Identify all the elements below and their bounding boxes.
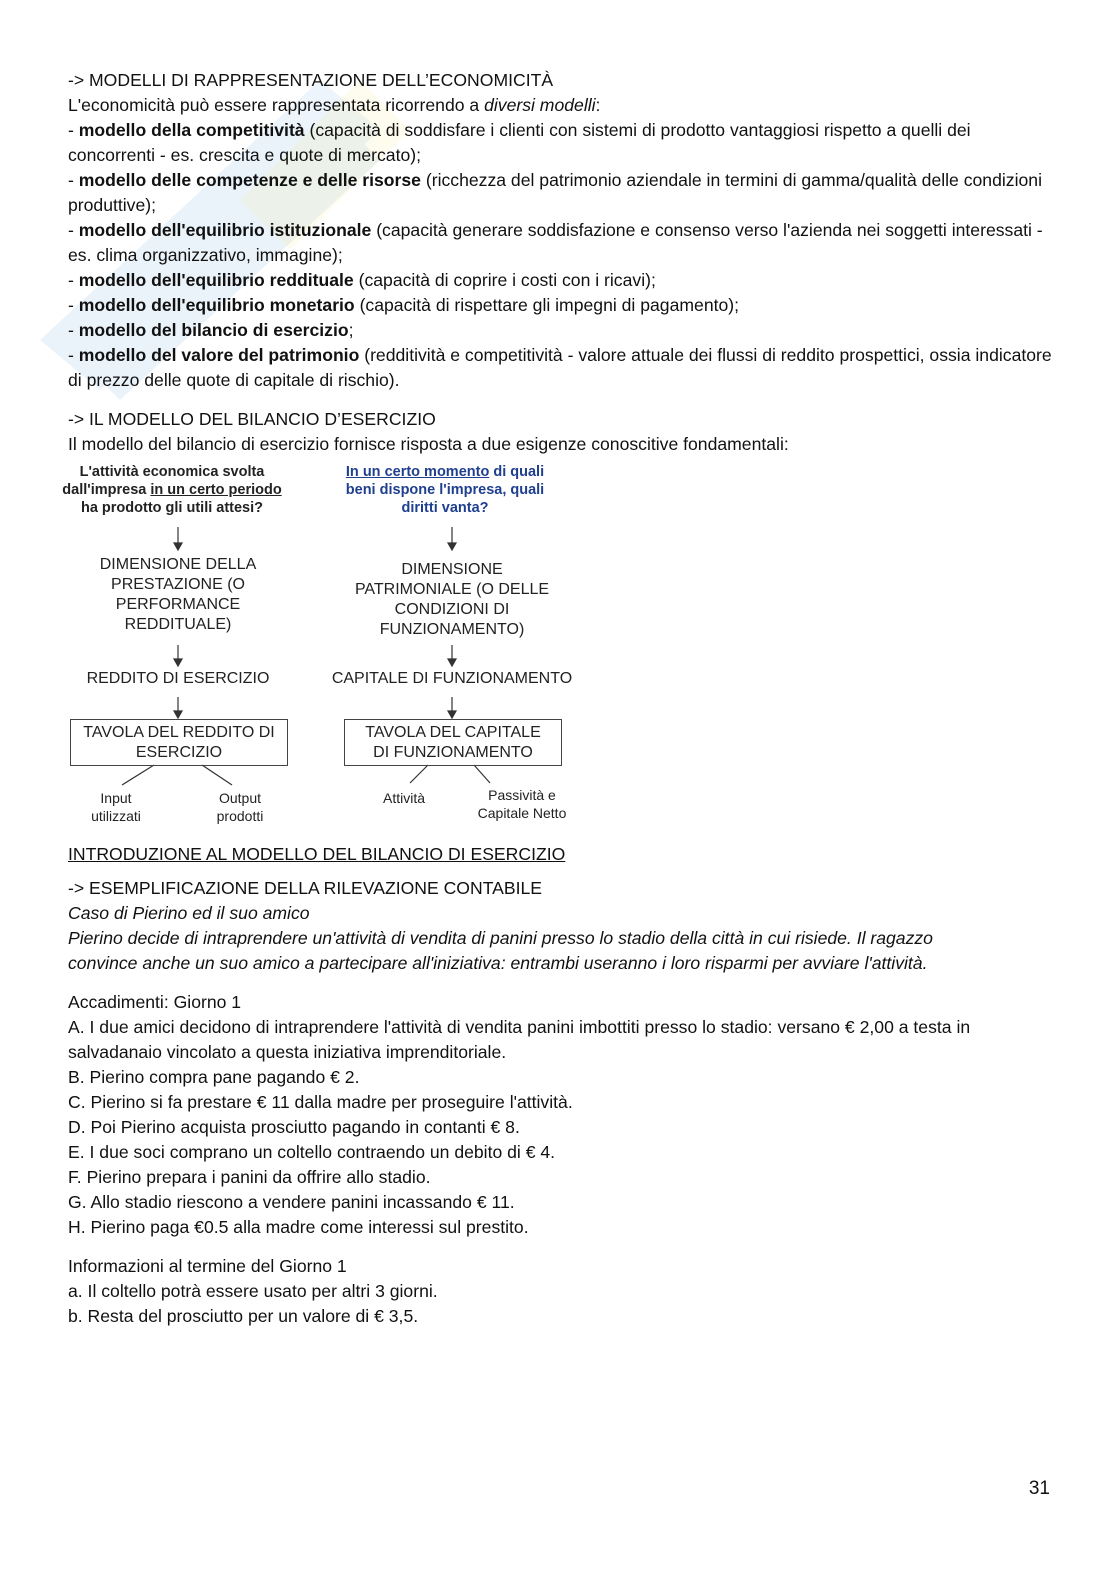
right-question: In un certo momento di quali beni dispone l'impresa, quali diritti vanta? xyxy=(345,464,545,516)
branch-passivita: Passività e Capitale Netto xyxy=(477,787,567,821)
model-item-istituzionale: - modello dell'equilibrio istituzionale (capacità generare soddisfazione e consenso verso l'azienda nei soggetti interessati - es. clima organizzativo, immagine); xyxy=(68,220,1043,265)
branch-output: Output prodotti xyxy=(216,790,264,824)
branch-attivita: Attività xyxy=(382,790,425,806)
event-g: G. Allo stadio riescono a vendere panini incassando € 11. xyxy=(68,1192,515,1212)
model-item-reddituale: - modello dell'equilibrio reddituale (capacità di coprire i costi con i ricavi); xyxy=(68,270,656,290)
right-dimension: DIMENSIONE PATRIMONIALE (O DELLE CONDIZIONI DI FUNZIONAMENTO) xyxy=(354,561,550,638)
bilancio-diagram xyxy=(62,463,662,833)
model-item-monetario: - modello dell'equilibrio monetario (capacità di rispettare gli impegni di pagamento); xyxy=(68,295,740,315)
events-title: Accadimenti: Giorno 1 xyxy=(68,992,242,1012)
model-item-bilancio: - modello del bilancio di esercizio; xyxy=(68,320,354,340)
right-result: CAPITALE DI FUNZIONAMENTO xyxy=(331,670,573,687)
left-result: REDDITO DI ESERCIZIO xyxy=(86,670,270,687)
event-h: H. Pierino paga €0.5 alla madre come interessi sul prestito. xyxy=(68,1217,529,1237)
event-f: F. Pierino prepara i panini da offrire allo stadio. xyxy=(68,1167,431,1187)
info-a: a. Il coltello potrà essere usato per altri 3 giorni. xyxy=(68,1281,438,1301)
event-b: B. Pierino compra pane pagando € 2. xyxy=(68,1067,360,1087)
page-number: 31 xyxy=(1028,1478,1050,1499)
case-text-line-1: Pierino decide di intraprendere un'attività di vendita di panini presso lo stadio della città in cui risiede. Il ragazzo xyxy=(68,928,933,948)
left-dimension: DIMENSIONE DELLA PRESTAZIONE (O PERFORMANCE REDDITUALE) xyxy=(99,556,257,633)
diagram-arrows xyxy=(62,463,662,833)
model-item-competitivita: - modello della competitività (capacità di soddisfare i clienti con sistemi di prodotto vantaggiosi rispetto a quelli dei concorrenti - es. crescita e quote di mercato); xyxy=(68,120,971,165)
models-intro: L'economicità può essere rappresentata ricorrendo a diversi modelli: xyxy=(68,95,601,115)
model-item-valore: - modello del valore del patrimonio (redditività e competitività - valore attuale dei flussi di reddito prospettici, ossia indicatore di prezzo delle quote di capitale di rischio). xyxy=(68,345,1052,390)
case-text-line-2: convince anche un suo amico a partecipare all'iniziativa: entrambi useranno i loro risparmi per avviare l'attività. xyxy=(68,953,928,973)
event-c: C. Pierino si fa prestare € 11 dalla madre per proseguire l'attività. xyxy=(68,1092,573,1112)
event-a: A. I due amici decidono di intraprendere l'attività di vendita panini imbottiti presso lo stadio: versano € 2,00 a testa in salvadanaio vincolato a questa iniziativa imprenditoriale. xyxy=(68,1017,971,1062)
section-title-introduzione: INTRODUZIONE AL MODELLO DEL BILANCIO DI ESERCIZIO xyxy=(68,844,566,864)
case-title: Caso di Pierino ed il suo amico xyxy=(68,903,310,923)
section-heading-bilancio: -> IL MODELLO DEL BILANCIO D’ESERCIZIO xyxy=(68,409,436,429)
right-table-box: TAVOLA DEL CAPITALE DI FUNZIONAMENTO xyxy=(344,719,562,766)
left-question: L'attività economica svolta dall'impresa in un certo periodo ha prodotto gli utili attesi? xyxy=(62,464,282,516)
left-table-box: TAVOLA DEL REDDITO DI ESERCIZIO xyxy=(70,719,288,766)
event-d: D. Poi Pierino acquista prosciutto pagando in contanti € 8. xyxy=(68,1117,520,1137)
section-heading-esemplificazione: -> ESEMPLIFICAZIONE DELLA RILEVAZIONE CONTABILE xyxy=(68,878,543,898)
section-heading-models: -> MODELLI DI RAPPRESENTAZIONE DELL’ECONOMICITÀ xyxy=(68,70,554,90)
model-item-competenze: - modello delle competenze e delle risorse (ricchezza del patrimonio aziendale in termini di gamma/qualità delle condizioni produttive); xyxy=(68,170,1042,215)
bilancio-intro: Il modello del bilancio di esercizio fornisce risposta a due esigenze conoscitive fondamentali: xyxy=(68,434,789,454)
info-title: Informazioni al termine del Giorno 1 xyxy=(68,1256,347,1276)
info-b: b. Resta del prosciutto per un valore di € 3,5. xyxy=(68,1306,419,1326)
event-e: E. I due soci comprano un coltello contraendo un debito di € 4. xyxy=(68,1142,556,1162)
branch-input: Input utilizzati xyxy=(91,790,141,824)
